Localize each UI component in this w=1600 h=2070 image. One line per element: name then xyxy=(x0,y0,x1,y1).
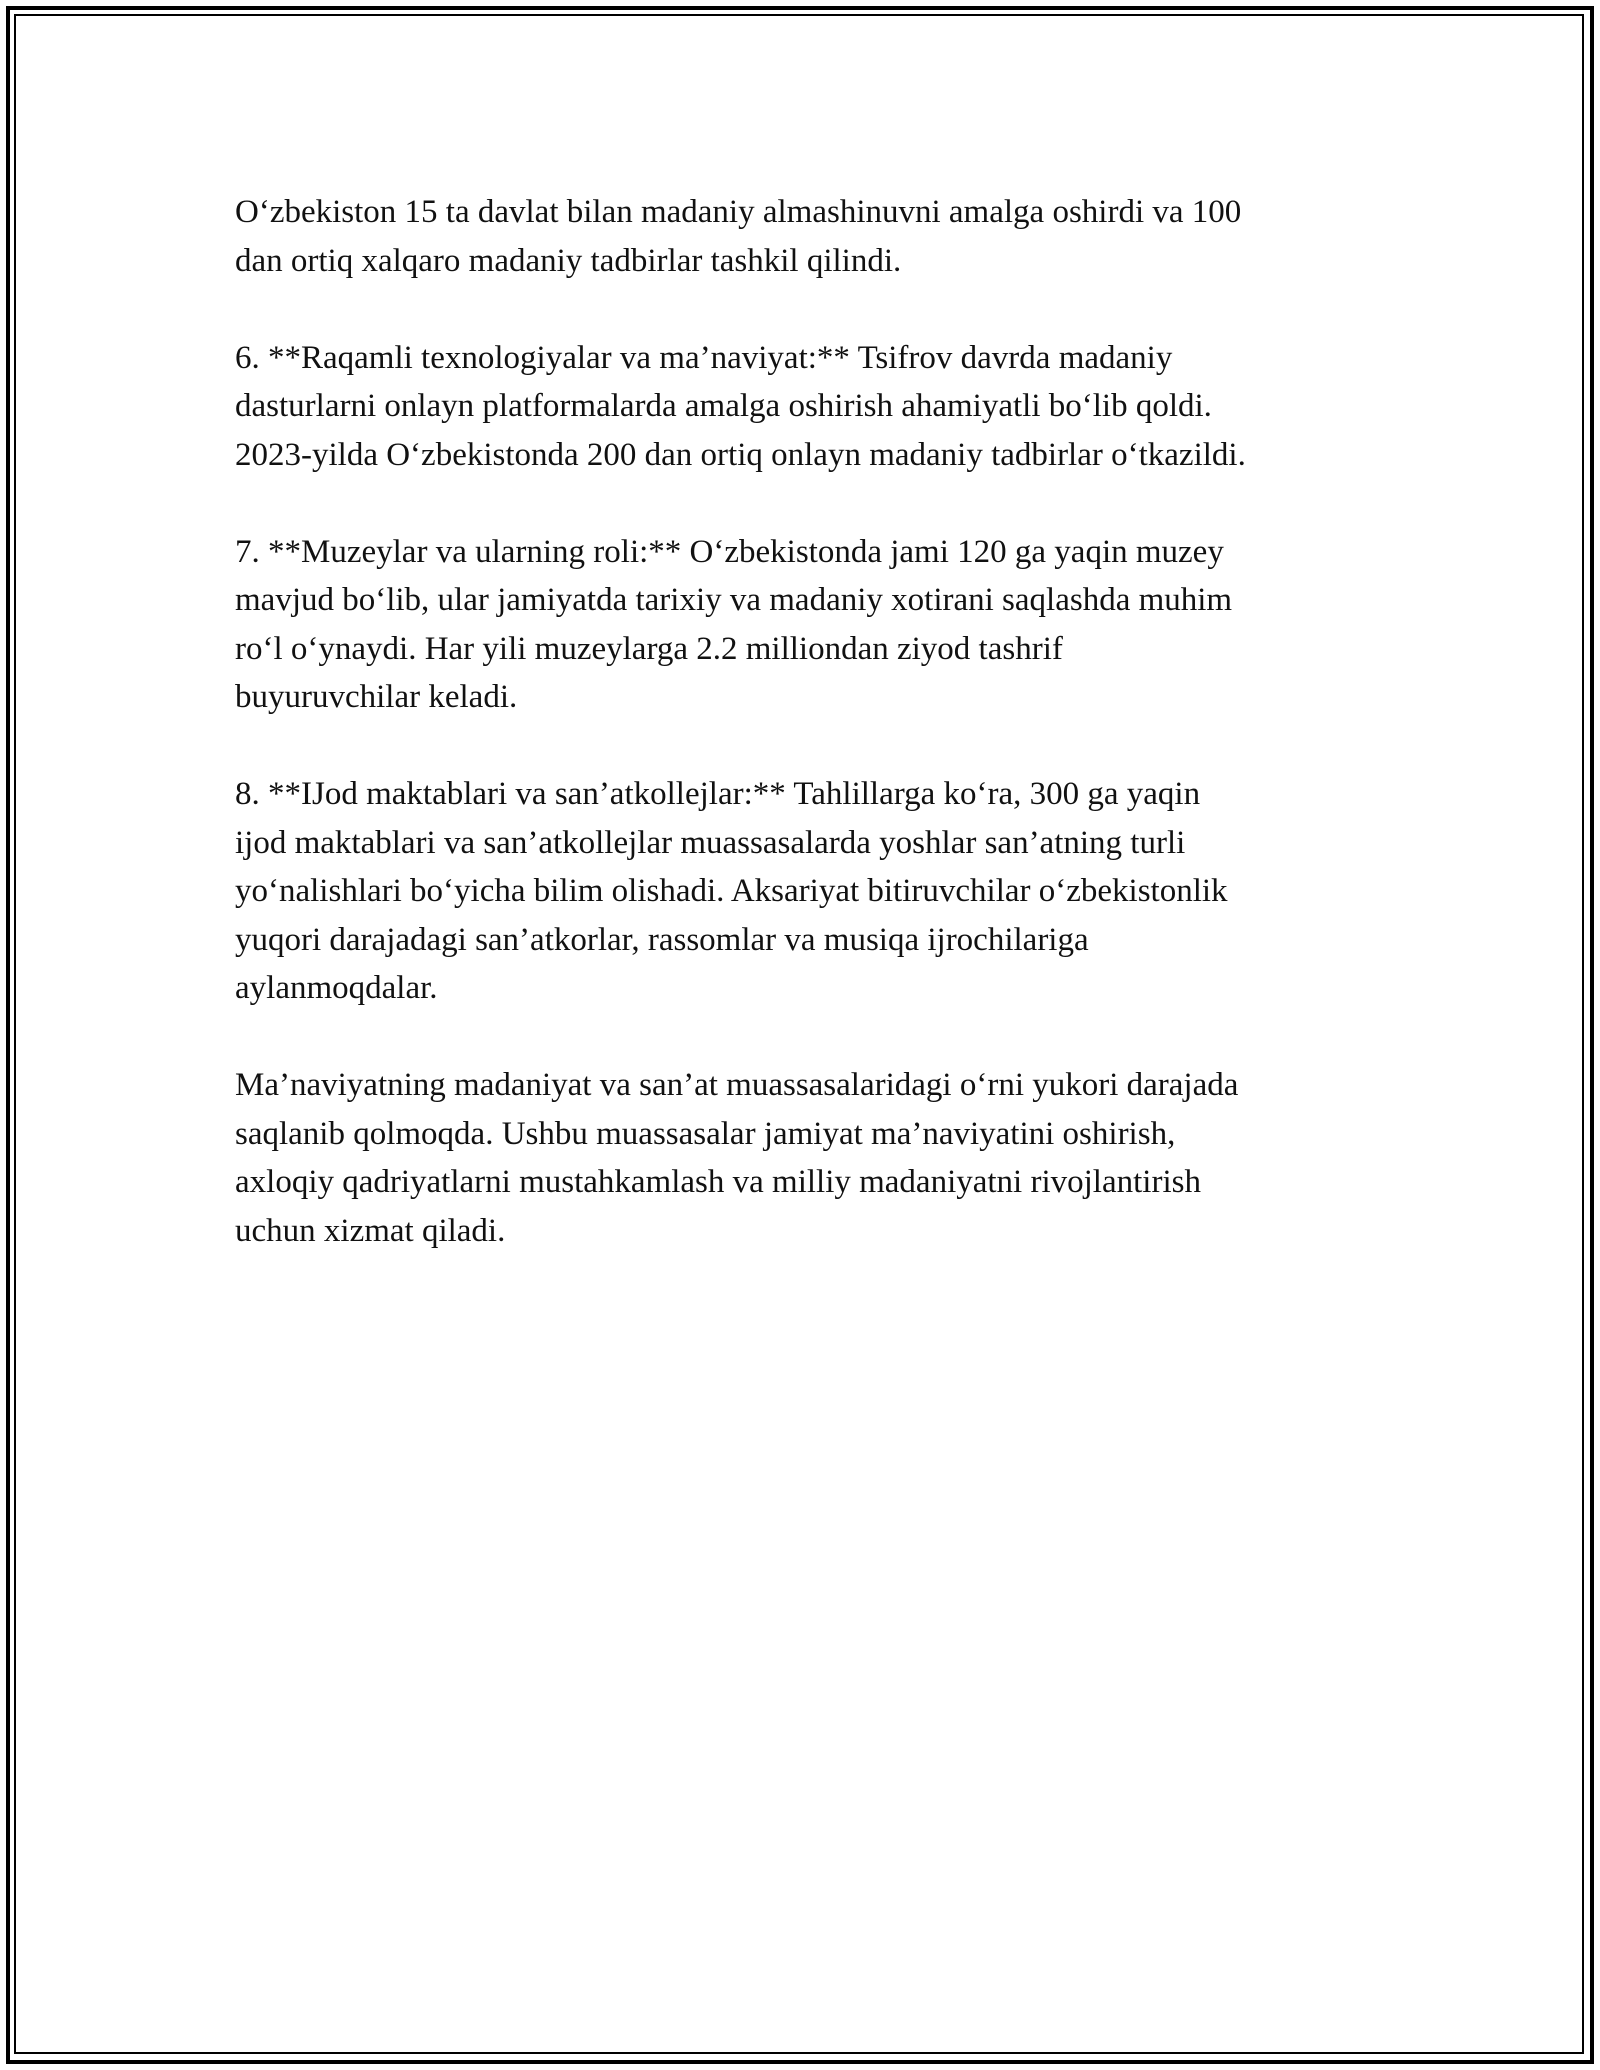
paragraph-conclusion: Ma’naviyatning madaniyat va san’at muassasalaridagi o‘rni yukori darajada saqlanib qolmoqda. Ushbu muassasalar jamiyat ma’naviyatini oshirish, axloqiy qadriyatlarni mustahkamlash va milliy madaniyatni rivojlantirish uchun xizmat qiladi. xyxy=(235,1067,1239,1249)
document-body xyxy=(235,188,1385,1304)
paragraph-art-schools: 8. **IJod maktablari va san’atkollejlar:** Tahlillarga ko‘ra, 300 ga yaqin ijod maktablari va san’atkollejlar muassasalarda yoshlar san’atning turli yo‘nalishlari bo‘yicha bilim olishadi. Aksariyat bitiruvchilar o‘zbekistonlik yuqori darajadagi san’atkorlar, rassomlar va musiqa ijrochilariga aylanmoqdalar. xyxy=(235,776,1228,1006)
paragraph-cultural-exchange: O‘zbekiston 15 ta davlat bilan madaniy almashinuvni amalga oshirdi va 100 dan ortiq xalqaro madaniy tadbirlar tashkil qilindi. xyxy=(235,194,1242,279)
paragraph-museums: 7. **Muzeylar va ularning roli:** O‘zbekistonda jami 120 ga yaqin muzey mavjud bo‘lib, ular jamiyatda tarixiy va madaniy xotirani saqlashda muhim ro‘l o‘ynaydi. Har yili muzeylarga 2.2 milliondan ziyod tashrif buyuruvchilar keladi. xyxy=(235,533,1233,715)
paragraph-digital-technologies: 6. **Raqamli texnologiyalar va ma’naviyat:** Tsifrov davrda madaniy dasturlarni onlayn platformalarda amalga oshirish ahamiyatli bo‘lib qoldi. 2023-yilda O‘zbekistonda 200 dan ortiq onlayn madaniy tadbirlar o‘tkazildi. xyxy=(235,339,1246,473)
